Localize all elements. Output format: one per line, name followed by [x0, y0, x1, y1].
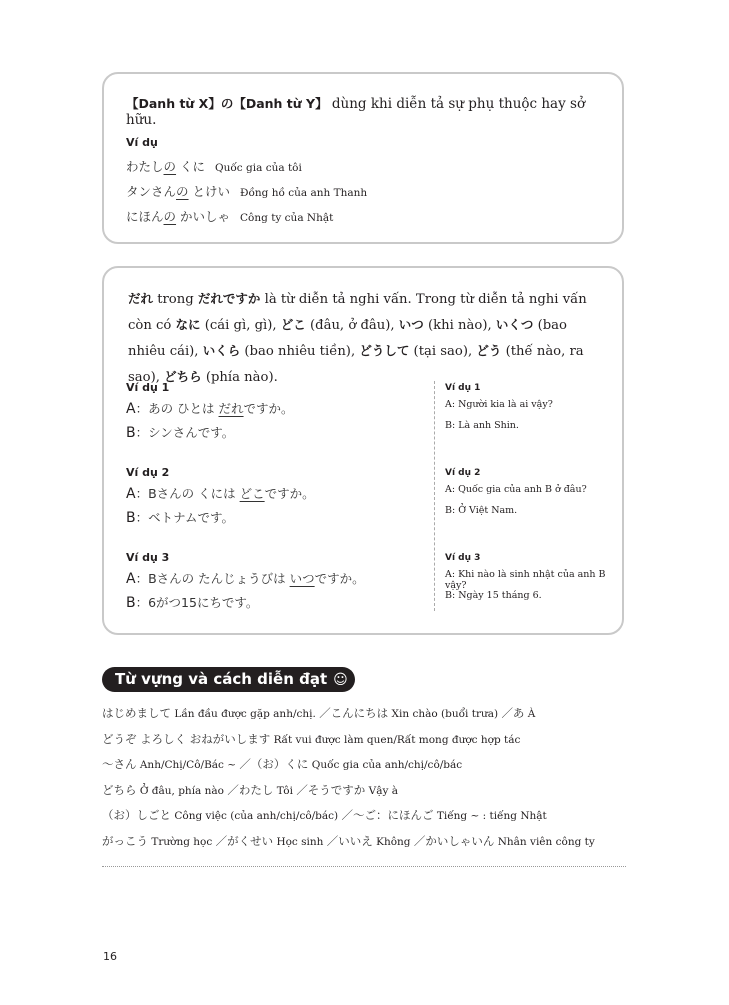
vocab-japanese: ／～ご：にほんご	[341, 808, 434, 823]
example-translation	[445, 553, 622, 611]
grammar-text: dùng khi diễn tả sự phụ thuộc hay sở hữu.	[126, 96, 586, 128]
vocab-meaning: Anh/Chị/Cô/Bác ~	[139, 759, 237, 772]
explanation-text: (bao nhiêu tiền),	[240, 344, 360, 359]
dialogue-line-a	[126, 569, 365, 593]
page-number: 16	[103, 950, 117, 963]
example-japanese: にほん	[126, 209, 164, 224]
vocabulary-heading-text: Từ vựng và cách diễn đạt	[115, 670, 328, 688]
vocab-japanese: ～さん	[102, 757, 137, 772]
translation-line-b: B: Ngày 15 tháng 6.	[445, 590, 542, 601]
example-japanese: くに	[176, 159, 206, 174]
dialogue-text: ：シンさんです。	[135, 425, 235, 440]
dialogue-line-a	[126, 484, 315, 508]
example-label: Ví dụ 1	[126, 381, 170, 394]
example-japanese: かいしゃ	[176, 209, 231, 224]
vocab-meaning: À	[527, 708, 536, 720]
vocab-japanese: ／いいえ	[326, 834, 373, 848]
dialogue-text: ですか。	[243, 401, 294, 416]
example-label: Ví dụ 2	[126, 466, 170, 479]
translation-label: Ví dụ 1	[445, 383, 481, 393]
vocab-meaning: Trường học	[151, 836, 213, 848]
vocab-line	[102, 807, 547, 823]
vocab-japanese: はじめまして	[102, 706, 171, 720]
example-japanese: とけい	[188, 184, 231, 199]
question-words-explanation	[128, 286, 608, 390]
vocab-japanese: どちら	[102, 782, 137, 797]
example-row	[126, 156, 302, 175]
underlined-question-word: いつ	[289, 571, 315, 586]
explanation-text: trong	[153, 292, 198, 307]
vocab-line	[102, 782, 398, 798]
underlined-particle: の	[163, 209, 177, 224]
vocab-meaning: Lần đầu được gặp anh/chị.	[174, 708, 316, 720]
dialogue-text: ：Bさんの たんじょうびは	[135, 571, 290, 586]
speaker-label: B	[126, 595, 136, 611]
speaker-label: A	[126, 486, 136, 502]
dialogue-text: ですか。	[264, 486, 315, 501]
explanation-text: là từ diễn tả nghi vấn. Trong từ diễn tả nghi vấn còn có	[128, 292, 587, 333]
example-translation	[445, 468, 587, 526]
vocab-japanese: ／あ	[501, 706, 525, 720]
explanation-text: (đâu, ở đâu),	[305, 318, 399, 333]
column-divider	[434, 381, 435, 611]
question-word: いくら	[202, 343, 241, 358]
example-translation: Đồng hồ của anh Thanh	[240, 187, 368, 199]
dialogue-text: ：6がつ15にちです。	[135, 595, 259, 610]
speaker-label: B	[126, 510, 136, 526]
speaker-label: A	[126, 401, 136, 417]
vocab-meaning: Vậy à	[368, 784, 399, 797]
vocab-meaning: Tiếng ~ : tiếng Nhật	[436, 810, 547, 823]
question-word: いくつ	[495, 317, 534, 332]
example-translation	[445, 383, 553, 441]
vocab-line	[102, 833, 595, 849]
explanation-text: (phía nào).	[201, 370, 278, 385]
underlined-particle: の	[176, 184, 189, 199]
example-japanese: タンさん	[126, 184, 177, 199]
vocab-japanese: ／そうですか	[296, 782, 366, 797]
example-row	[126, 181, 367, 200]
example-japanese: わたし	[126, 159, 164, 174]
question-word: だれですか	[197, 291, 261, 306]
translation-line-a: A: Khi nào là sinh nhật của anh B vậy?	[445, 569, 606, 591]
example-dialogue	[126, 551, 365, 617]
vocab-line	[102, 705, 535, 721]
vocab-japanese: ／かいしゃいん	[413, 834, 495, 848]
grammar-pattern: 【Danh từ X】の【Danh từ Y】	[126, 96, 328, 111]
dialogue-line-b	[126, 593, 365, 617]
vocab-meaning: Nhân viên công ty	[497, 836, 595, 848]
vocab-meaning: Quốc gia của anh/chị/cô/bác	[311, 759, 463, 772]
explanation-text: (thế nào, ra sao),	[128, 344, 584, 385]
dialogue-text: ：あの ひとは	[135, 401, 219, 416]
translation-line-a: A: Quốc gia của anh B ở đâu?	[445, 484, 587, 495]
dialogue-text: ：Bさんの くには	[135, 486, 240, 501]
vocab-meaning: Tôi	[276, 784, 293, 797]
vocab-meaning: Rất vui được làm quen/Rất mong được hợp tác	[273, 733, 521, 746]
underlined-question-word: どこ	[239, 486, 265, 501]
translation-label: Ví dụ 2	[445, 468, 481, 478]
explanation-text: (khi nào),	[423, 318, 496, 333]
vocab-line	[102, 756, 462, 772]
translation-label: Ví dụ 3	[445, 553, 481, 563]
vocab-line	[102, 731, 520, 747]
example-translation: Công ty của Nhật	[240, 212, 334, 224]
question-words-box	[102, 266, 624, 635]
vocab-japanese: どうぞ よろしく おねがいします	[102, 731, 271, 746]
vocab-meaning: Không	[376, 836, 411, 848]
question-word: だれ	[128, 291, 154, 306]
example-label: Ví dụ	[126, 136, 158, 149]
dialogue-text: ：ベトナムです。	[135, 510, 234, 525]
example-dialogue	[126, 466, 315, 532]
explanation-text: (cái gì, gì),	[200, 318, 281, 333]
example-row	[126, 206, 333, 225]
vocab-japanese: ／がくせい	[215, 834, 274, 848]
vocab-meaning: Học sinh	[276, 836, 324, 848]
vocab-japanese: ／こんにちは	[319, 706, 389, 720]
vocab-japanese: ／わたし	[227, 782, 274, 797]
speaker-label: B	[126, 425, 136, 441]
vocab-meaning: Công việc (của anh/chị/cô/bác)	[174, 810, 339, 823]
vocab-meaning: Ở đâu, phía nào	[139, 784, 224, 797]
vocab-japanese: （お）しごと	[102, 808, 171, 823]
dialogue-line-b	[126, 508, 315, 532]
explanation-text: (bao nhiêu cái),	[128, 318, 567, 359]
dialogue-line-b	[126, 423, 294, 447]
translation-line-b: B: Ở Việt Nam.	[445, 505, 518, 516]
question-word: どこ	[280, 317, 306, 332]
vocab-japanese: がっこう	[102, 834, 148, 848]
faces-icon: ☺	[333, 672, 348, 688]
question-word: なに	[175, 317, 201, 332]
explanation-text: (tại sao),	[409, 344, 477, 359]
question-word: どう	[476, 343, 502, 358]
vocab-japanese: ／（お）くに	[239, 757, 309, 772]
dialogue-text: ですか。	[314, 571, 365, 586]
question-word: いつ	[398, 317, 424, 332]
dotted-divider	[102, 866, 626, 867]
speaker-label: A	[126, 571, 136, 587]
grammar-rule	[126, 94, 604, 128]
example-translation: Quốc gia của tôi	[215, 162, 302, 174]
possession-grammar-box	[102, 72, 624, 244]
vocabulary-heading	[102, 667, 355, 692]
example-dialogue	[126, 381, 294, 447]
underlined-question-word: だれ	[218, 401, 244, 416]
translation-line-a: A: Người kia là ai vậy?	[445, 399, 553, 410]
question-word: どうして	[359, 343, 410, 358]
translation-line-b: B: Là anh Shin.	[445, 420, 519, 431]
example-label: Ví dụ 3	[126, 551, 170, 564]
underlined-particle: の	[163, 159, 177, 174]
vocab-meaning: Xin chào (buổi trưa)	[391, 708, 499, 720]
dialogue-line-a	[126, 399, 294, 423]
question-word: どちら	[164, 369, 202, 384]
